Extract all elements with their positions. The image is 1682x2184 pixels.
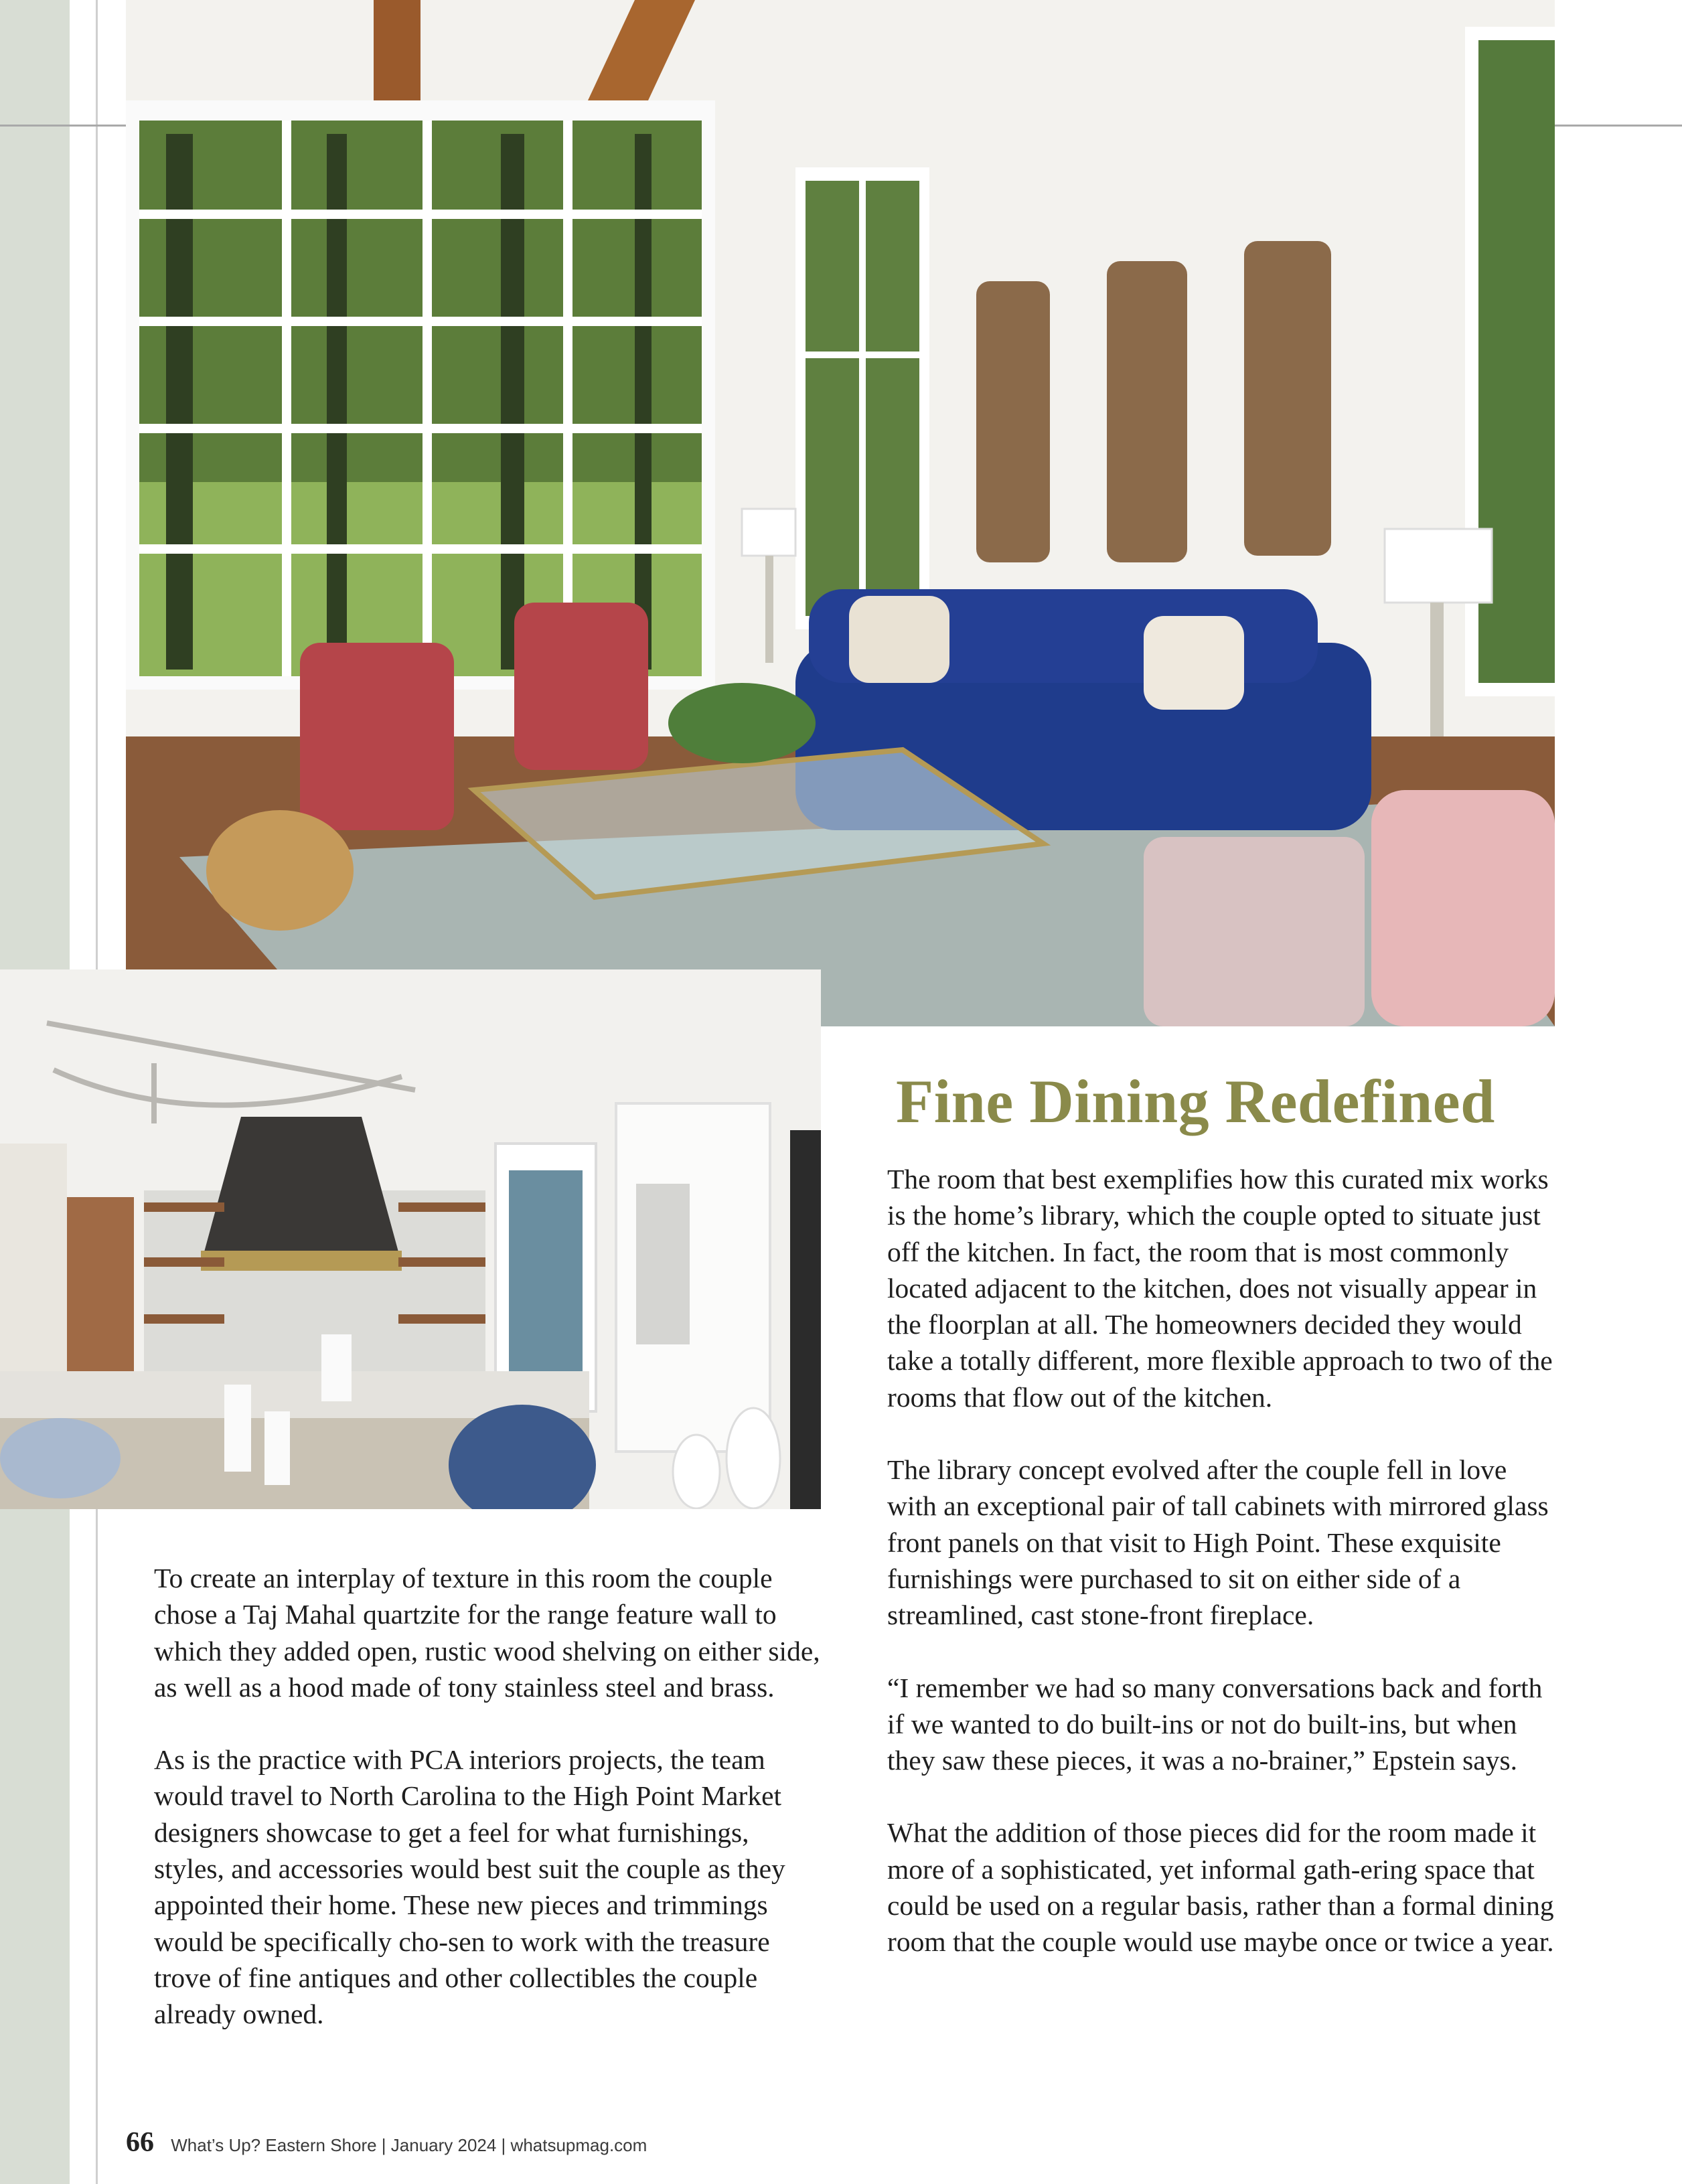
footer-text: What’s Up? Eastern Shore | January 2024 | whatsupmag.com xyxy=(171,2135,647,2155)
page-number: 66 xyxy=(126,2127,154,2158)
horizontal-rule-left xyxy=(0,125,126,127)
paragraph: “I remember we had so many conversations back and forth if we wanted to do built-ins or not do built-ins, but when they saw these pieces, it was a no-brainer,” Epstein says. xyxy=(887,1672,1543,1776)
left-text-column xyxy=(154,1560,824,2069)
right-text-column xyxy=(887,1161,1557,1997)
horizontal-rule-right xyxy=(1555,125,1682,127)
section-heading: Fine Dining Redefined xyxy=(896,1067,1495,1136)
paragraph: The library concept evolved after the couple fell in love with an exceptional pair of tall cabinets with mirrored glass front panels on that visit to High Point. These exquisite furnishings were purchased to sit on either side of a streamlined, cast stone-front fireplace. xyxy=(887,1454,1549,1631)
paragraph: What the addition of those pieces did for the room made it more of a sophisticated, yet informal gath-ering space that could be used on a regular basis, rather than a formal dining room that the couple would use maybe once or twice a year. xyxy=(887,1817,1554,1958)
page-footer xyxy=(126,2126,647,2159)
living-room-photo xyxy=(126,0,1555,1026)
kitchen-photo xyxy=(0,969,821,1509)
paragraph: The room that best exemplifies how this curated mix works is the home’s library, which the couple opted to situate just off the kitchen. In fact, the room that is most commonly located adjacent to the kitchen, does not visually appear in the floorplan at all. The homeowners decided they would take a totally different, more flexible approach to two of the rooms that flow out of the kitchen. xyxy=(887,1164,1553,1413)
paragraph: As is the practice with PCA interiors projects, the team would travel to North Carolina to the High Point Market designers showcase to get a feel for what furnishings, styles, and accessories would best suit the couple as they appointed their home. These new pieces and trimmings would be specifically cho-sen to work with the treasure trove of fine antiques and other collectibles the couple already owned. xyxy=(154,1744,785,2030)
paragraph: To create an interplay of texture in this room the couple chose a Taj Mahal quartzite for the range feature wall to which they added open, rustic wood shelving on either side, as well as a hood made of tony stainless steel and brass. xyxy=(154,1563,820,1703)
